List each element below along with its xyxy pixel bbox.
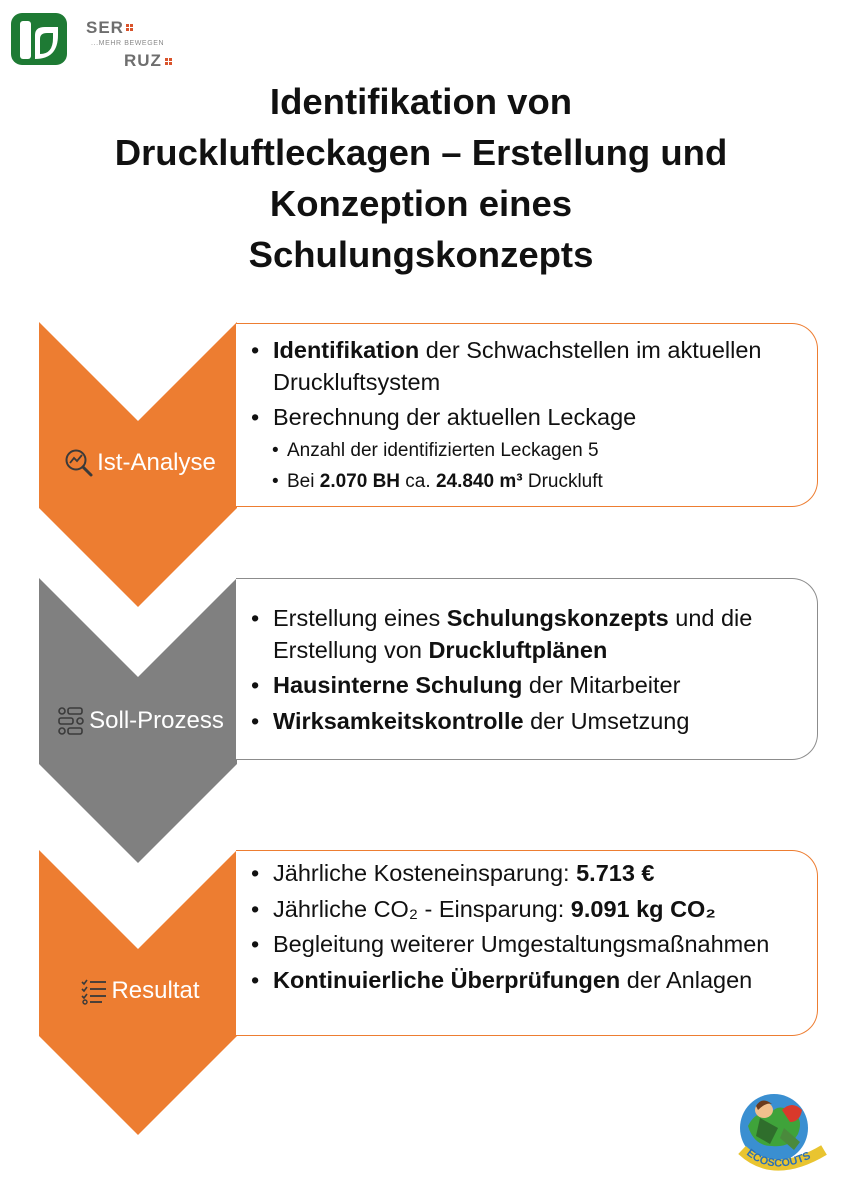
- ecoscouts-wordmark: ECOSCOUTS: [744, 1146, 813, 1170]
- page-title: [40, 76, 802, 280]
- ecoscouts-logo-icon: [734, 1088, 830, 1180]
- list-item: • Begleitung weiterer Umgestaltungsmaßnahmen: [236, 929, 809, 961]
- brand-squares-icon: [165, 58, 173, 66]
- brand-wordmark: [80, 18, 180, 70]
- title-line: Identifikation von: [269, 81, 573, 122]
- list-item: • Identifikation der Schwachstellen im aktuellen Druckluftsystem: [236, 335, 809, 398]
- magnifier-chart-icon: [64, 448, 94, 478]
- step-box-soll-prozess: [236, 578, 818, 760]
- list-item: • Wirksamkeitskontrolle der Umsetzung: [236, 706, 809, 738]
- bullet-list: [236, 603, 809, 741]
- list-item: • Jährliche CO₂ - Einsparung: 9.091 kg CO₂: [236, 894, 809, 926]
- list-item: • Kontinuierliche Überprüfungen der Anlagen: [236, 965, 809, 997]
- list-item: • Anzahl der identifizierten Leckagen 5: [236, 438, 809, 463]
- step-label-ist-analyse: [45, 447, 235, 479]
- list-item: • Jährliche Kosteneinsparung: 5.713 €: [236, 858, 809, 890]
- list-item: • Bei 2.070 BH ca. 24.840 m³ Druckluft: [236, 469, 809, 494]
- step-label-text: Soll-Prozess: [89, 707, 224, 734]
- step-label-resultat: [45, 975, 235, 1007]
- company-logo-icon: [11, 13, 67, 65]
- brand-line1: SER: [86, 18, 124, 37]
- title-line: Schulungskonzepts: [248, 234, 594, 275]
- checklist-icon: [80, 977, 108, 1005]
- brand-line3: RUZ: [124, 51, 162, 70]
- bullet-list: [236, 858, 809, 1000]
- list-item: • Hausinterne Schulung der Mitarbeiter: [236, 670, 809, 702]
- step-box-resultat: [236, 850, 818, 1036]
- step-label-text: Resultat: [111, 977, 200, 1004]
- bullet-list: [236, 335, 809, 500]
- brand-squares-icon: [126, 24, 134, 32]
- title-line: Druckluftleckagen – Erstellung und: [114, 132, 728, 173]
- title-line: Konzeption eines: [269, 183, 573, 224]
- brand-slogan: ...MEHR BEWEGEN: [91, 40, 165, 47]
- step-label-text: Ist-Analyse: [97, 449, 216, 476]
- step-label-soll-prozess: [45, 705, 235, 737]
- process-flow-icon: [56, 706, 86, 736]
- list-item: • Erstellung eines Schulungskonzepts und die Erstellung von Druckluftplänen: [236, 603, 809, 666]
- step-box-ist-analyse: [236, 323, 818, 507]
- list-item: • Berechnung der aktuellen Leckage: [236, 402, 809, 434]
